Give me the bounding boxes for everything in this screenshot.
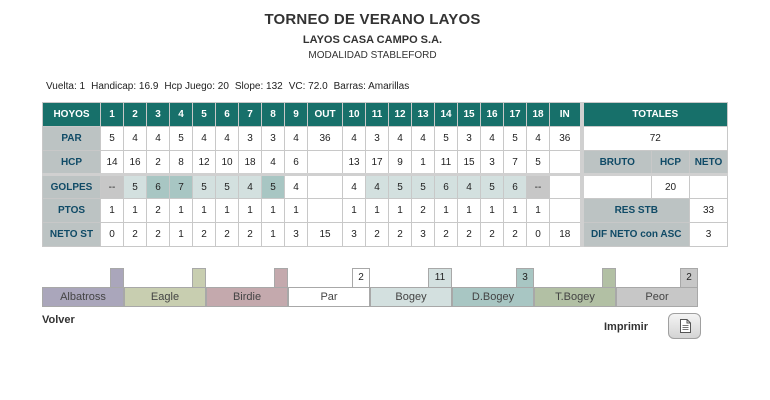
legend-count: 2 <box>352 268 370 287</box>
bruto-value <box>582 175 652 199</box>
page-title: TORNEO DE VERANO LAYOS <box>264 11 481 28</box>
hcp-cell: 6 <box>285 151 308 175</box>
neto-cell: 3 <box>412 223 435 247</box>
row-label-hoyos: HOYOS <box>43 103 101 127</box>
ptos-cell: 1 <box>435 199 458 223</box>
hcp-cell: 11 <box>435 151 458 175</box>
neto-cell: 2 <box>193 223 216 247</box>
par-cell: 4 <box>193 127 216 151</box>
dif-neto-label: DIF NETO con ASC <box>582 223 690 247</box>
dif-neto-value: 3 <box>690 223 728 247</box>
volver-link[interactable]: Volver <box>42 314 75 326</box>
neto-cell: 2 <box>124 223 147 247</box>
golpes-cell: 4 <box>366 175 389 199</box>
hcp-cell: 14 <box>101 151 124 175</box>
legend-par <box>288 268 370 308</box>
ptos-cell: 1 <box>527 199 550 223</box>
print-button[interactable] <box>668 313 701 339</box>
hole-number: 9 <box>285 103 308 127</box>
golpes-out <box>308 175 343 199</box>
hcp-cell: 5 <box>527 151 550 175</box>
neto-cell: 2 <box>147 223 170 247</box>
hcp-cell: 4 <box>262 151 285 175</box>
golpes-cell: 5 <box>389 175 412 199</box>
hole-number: 1 <box>101 103 124 127</box>
hcp-cell: 15 <box>458 151 481 175</box>
scorecard-table <box>42 102 728 247</box>
legend-count: 3 <box>516 268 534 287</box>
row-golpes <box>43 175 728 199</box>
golpes-cell: 6 <box>504 175 527 199</box>
golpes-cell: -- <box>527 175 550 199</box>
neto-out: 15 <box>308 223 343 247</box>
ptos-cell: 1 <box>101 199 124 223</box>
golpes-cell: 5 <box>262 175 285 199</box>
hole-number: 8 <box>262 103 285 127</box>
ptos-cell: 1 <box>216 199 239 223</box>
hcp-in <box>550 151 582 175</box>
ptos-cell: 1 <box>239 199 262 223</box>
hcp-cell: 1 <box>412 151 435 175</box>
hcp-cell: 17 <box>366 151 389 175</box>
neto-cell: 3 <box>285 223 308 247</box>
legend-count <box>192 268 206 287</box>
row-label-neto: NETO ST <box>43 223 101 247</box>
handicap-info: Handicap: 16.9 <box>91 81 159 92</box>
bruto-label: BRUTO <box>582 151 652 175</box>
hole-number: 18 <box>527 103 550 127</box>
legend-label: Peor <box>616 287 698 307</box>
legend-label: T.Bogey <box>534 287 616 307</box>
ptos-cell: 2 <box>147 199 170 223</box>
golpes-cell: 4 <box>343 175 366 199</box>
neto-cell: 2 <box>504 223 527 247</box>
legend-label: Bogey <box>370 287 452 307</box>
neto-cell: 2 <box>366 223 389 247</box>
res-stb-label: RES STB <box>582 199 690 223</box>
legend-peor <box>616 268 698 308</box>
par-in: 36 <box>550 127 582 151</box>
par-cell: 3 <box>458 127 481 151</box>
hole-number: 3 <box>147 103 170 127</box>
club-name: LAYOS CASA CAMPO S.A. <box>302 34 443 46</box>
hole-number: 2 <box>124 103 147 127</box>
ptos-out <box>308 199 343 223</box>
hole-number: 12 <box>389 103 412 127</box>
hole-number: 11 <box>366 103 389 127</box>
neto-cell: 2 <box>389 223 412 247</box>
hole-number: 15 <box>458 103 481 127</box>
hcp-total-label: HCP <box>652 151 690 175</box>
ptos-cell: 1 <box>389 199 412 223</box>
legend-birdie <box>206 268 288 308</box>
row-label-ptos: PTOS <box>43 199 101 223</box>
golpes-cell: 4 <box>285 175 308 199</box>
row-label-par: PAR <box>43 127 101 151</box>
row-par <box>43 127 728 151</box>
legend-count <box>110 268 124 287</box>
hole-number: 6 <box>216 103 239 127</box>
hcp-total-value: 20 <box>652 175 690 199</box>
hole-number: 7 <box>239 103 262 127</box>
par-cell: 5 <box>435 127 458 151</box>
golpes-cell: 6 <box>435 175 458 199</box>
par-cell: 3 <box>262 127 285 151</box>
par-cell: 4 <box>216 127 239 151</box>
golpes-cell: 5 <box>193 175 216 199</box>
ptos-cell: 1 <box>481 199 504 223</box>
document-icon <box>680 319 691 333</box>
golpes-cell: 5 <box>124 175 147 199</box>
neto-cell: 2 <box>239 223 262 247</box>
hcp-cell: 18 <box>239 151 262 175</box>
hcp-cell: 7 <box>504 151 527 175</box>
par-cell: 4 <box>343 127 366 151</box>
imprimir-label: Imprimir <box>604 321 649 333</box>
legend-albatross <box>42 268 124 308</box>
legend-label: Par <box>288 287 370 307</box>
neto-value <box>690 175 728 199</box>
hcp-cell: 8 <box>170 151 193 175</box>
legend-count <box>274 268 288 287</box>
row-neto <box>43 223 728 247</box>
par-cell: 4 <box>147 127 170 151</box>
par-cell: 5 <box>504 127 527 151</box>
ptos-cell: 1 <box>170 199 193 223</box>
legend-tbogey <box>534 268 616 308</box>
ptos-cell: 2 <box>412 199 435 223</box>
legend-bogey <box>370 268 452 308</box>
score-legend <box>42 268 698 308</box>
legend-label: D.Bogey <box>452 287 534 307</box>
row-hoyos <box>43 103 728 127</box>
golpes-in <box>550 175 582 199</box>
neto-cell: 2 <box>435 223 458 247</box>
hole-number: 14 <box>435 103 458 127</box>
hcp-cell: 10 <box>216 151 239 175</box>
par-cell: 4 <box>124 127 147 151</box>
in-header: IN <box>550 103 582 127</box>
legend-count: 2 <box>680 268 698 287</box>
hcp-cell: 9 <box>389 151 412 175</box>
row-hcp <box>43 151 728 175</box>
golpes-cell: 4 <box>239 175 262 199</box>
neto-cell: 3 <box>343 223 366 247</box>
ptos-cell: 1 <box>504 199 527 223</box>
golpes-cell: 5 <box>216 175 239 199</box>
neto-cell: 0 <box>101 223 124 247</box>
slope-info: Slope: 132 <box>234 81 283 92</box>
ptos-cell: 1 <box>458 199 481 223</box>
hcp-cell: 13 <box>343 151 366 175</box>
golpes-cell: 6 <box>147 175 170 199</box>
hcp-juego-info: Hcp Juego: 20 <box>164 81 229 92</box>
competition-mode: MODALIDAD STABLEFORD <box>308 50 437 61</box>
ptos-cell: 1 <box>262 199 285 223</box>
ptos-cell: 1 <box>193 199 216 223</box>
row-ptos <box>43 199 728 223</box>
row-label-golpes: GOLPES <box>43 175 101 199</box>
hole-number: 16 <box>481 103 504 127</box>
hcp-cell: 16 <box>124 151 147 175</box>
legend-label: Birdie <box>206 287 288 307</box>
neto-cell: 0 <box>527 223 550 247</box>
vuelta-info: Vuelta: 1 <box>46 81 86 92</box>
neto-in: 18 <box>550 223 582 247</box>
par-cell: 3 <box>366 127 389 151</box>
par-total: 72 <box>582 127 728 151</box>
par-cell: 4 <box>389 127 412 151</box>
par-cell: 4 <box>412 127 435 151</box>
hcp-out <box>308 151 343 175</box>
ptos-cell: 1 <box>366 199 389 223</box>
legend-label: Albatross <box>42 287 124 307</box>
out-header: OUT <box>308 103 343 127</box>
hole-number: 10 <box>343 103 366 127</box>
res-stb-value: 33 <box>690 199 728 223</box>
par-cell: 4 <box>285 127 308 151</box>
golpes-cell: 5 <box>481 175 504 199</box>
golpes-cell: 5 <box>412 175 435 199</box>
par-cell: 4 <box>481 127 504 151</box>
row-label-hcp: HCP <box>43 151 101 175</box>
hcp-cell: 2 <box>147 151 170 175</box>
par-cell: 5 <box>101 127 124 151</box>
neto-label: NETO <box>690 151 728 175</box>
par-out: 36 <box>308 127 343 151</box>
vc-info: VC: 72.0 <box>288 81 328 92</box>
hole-number: 13 <box>412 103 435 127</box>
neto-cell: 1 <box>262 223 285 247</box>
hole-number: 5 <box>193 103 216 127</box>
hole-number: 4 <box>170 103 193 127</box>
legend-dbogey <box>452 268 534 308</box>
ptos-cell: 1 <box>124 199 147 223</box>
neto-cell: 1 <box>170 223 193 247</box>
golpes-cell: 7 <box>170 175 193 199</box>
legend-count <box>602 268 616 287</box>
par-cell: 5 <box>170 127 193 151</box>
par-cell: 4 <box>527 127 550 151</box>
ptos-cell: 1 <box>285 199 308 223</box>
ptos-in <box>550 199 582 223</box>
neto-cell: 2 <box>216 223 239 247</box>
barras-info: Barras: Amarillas <box>333 81 410 92</box>
neto-cell: 2 <box>481 223 504 247</box>
golpes-cell: 4 <box>458 175 481 199</box>
legend-label: Eagle <box>124 287 206 307</box>
neto-cell: 2 <box>458 223 481 247</box>
hcp-cell: 12 <box>193 151 216 175</box>
legend-count: 11 <box>428 268 452 287</box>
hole-number: 17 <box>504 103 527 127</box>
round-info <box>46 81 415 92</box>
totales-header: TOTALES <box>582 103 728 127</box>
legend-eagle <box>124 268 206 308</box>
hcp-cell: 3 <box>481 151 504 175</box>
ptos-cell: 1 <box>343 199 366 223</box>
golpes-cell: -- <box>101 175 124 199</box>
par-cell: 3 <box>239 127 262 151</box>
